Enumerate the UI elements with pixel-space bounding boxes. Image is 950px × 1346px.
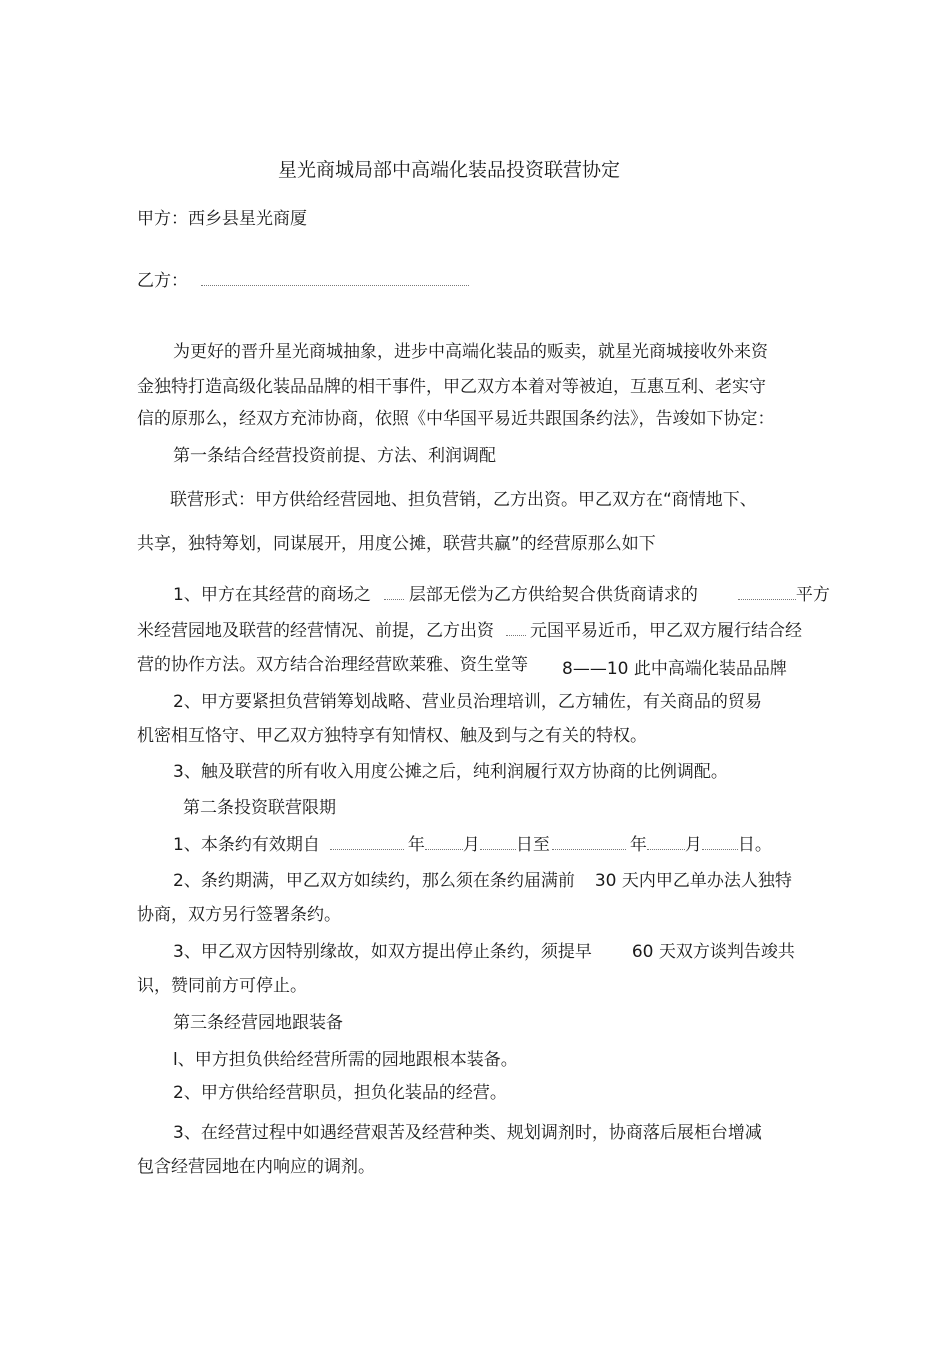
party-a-value: 西乡县星光商厦 <box>188 209 307 229</box>
start-month-label: 月 <box>462 835 480 855</box>
a1-1b-part2: 元国平易近币，甲乙双方履行结合经 <box>530 621 802 641</box>
document-title: 星光商城局部中高端化装品投资联营协定 <box>278 159 621 181</box>
a2-2-part2: 30 天内甲乙单办法人独特 <box>594 871 792 891</box>
article-1-item-2-line-2: 机密相互恪守、甲乙双方独特享有知情权、触及到与之有关的特权。 <box>137 726 647 746</box>
a1-1-part2: 层部无偿为乙方供给契合供货商请求的 <box>408 585 698 605</box>
a2-3-part1: 3、甲乙双方因特别缘故，如双方提出停止条约，须提早 <box>173 942 592 962</box>
article-3-item-3-line-1: 3、在经营过程中如遇经营艰苦及经营种类、规划调剂时，协商落后展柜台增减 <box>173 1123 762 1143</box>
article-3-item-3-line-2: 包含经营园地在内响应的调剂。 <box>137 1157 375 1177</box>
a2-3-part2: 60 天双方谈判告竣共 <box>631 942 795 962</box>
end-month-label: 月 <box>684 835 702 855</box>
a2-1-pre: 1、本条约有效期自 <box>173 835 320 855</box>
form-line-2: 共享，独特筹划，同谋展开，用度公摊，联营共赢”的经营原那么如下 <box>137 534 656 554</box>
start-month-blank[interactable] <box>425 834 463 850</box>
end-day-blank[interactable] <box>702 834 738 850</box>
article-1-item-3: 3、触及联营的所有收入用度公摊之后，纯利润履行双方协商的比例调配。 <box>173 762 728 782</box>
article-1-item-1-line-3 <box>137 654 787 679</box>
form-line-1: 联营形式：甲方供给经营园地、担负营销，乙方出资。甲乙双方在“商情地下、 <box>170 490 757 510</box>
day-end-label: 日。 <box>737 835 772 855</box>
amount-blank[interactable] <box>506 620 526 636</box>
article-3-title: 第三条经营园地跟装备 <box>173 1013 343 1033</box>
start-year-blank[interactable] <box>330 834 404 850</box>
intro-line-3: 信的原那么，经双方充沛协商，依照《中华国平易近共跟国条约法》，告竣如下协定： <box>137 409 775 429</box>
article-2-item-3-line-2: 识，赞同前方可停止。 <box>137 976 307 996</box>
a1-1-part3: 平方 <box>795 585 830 605</box>
article-2-item-2-line-1 <box>173 870 792 892</box>
article-2-item-2-line-2: 协商，双方另行签署条约。 <box>137 905 341 925</box>
end-year-blank[interactable] <box>552 834 626 850</box>
day-to-label: 日至 <box>515 835 550 855</box>
start-day-blank[interactable] <box>480 834 516 850</box>
a1-1b-part1: 米经营园地及联营的经营情况、前提，乙方出资 <box>137 621 494 641</box>
party-b-blank[interactable] <box>201 270 469 286</box>
article-1-item-1-line-1 <box>173 584 830 606</box>
article-1-title: 第一条结合经营投资前提、方法、利润调配 <box>173 446 496 466</box>
party-b-label: 乙方： <box>137 271 188 291</box>
end-year-label: 年 <box>629 835 647 855</box>
party-a-label: 甲方： <box>137 209 188 229</box>
article-1-item-2-line-1: 2、甲方要紧担负营销筹划战略、营业员治理培训，乙方辅佐，有关商品的贸易 <box>173 692 762 712</box>
a1-1c-part2: 8——10 此中高端化装品品牌 <box>562 659 787 679</box>
intro-line-1: 为更好的晋升星光商城抽象，进步中高端化装品的贩卖，就星光商城接收外来资 <box>173 342 768 362</box>
article-1-item-1-line-2 <box>137 620 802 642</box>
a2-2-part1: 2、条约期满，甲乙双方如续约，那么须在条约届满前 <box>173 871 575 891</box>
article-3-item-2: 2、甲方供给经营职员，担负化装品的经营。 <box>173 1083 507 1103</box>
floor-blank[interactable] <box>384 584 404 600</box>
start-year-label: 年 <box>407 835 425 855</box>
party-b-line <box>137 270 469 292</box>
a1-1c-part1: 营的协作方法。双方结合治理经营欧莱雅、资生堂等 <box>137 655 528 675</box>
article-2-title: 第二条投资联营限期 <box>183 798 336 818</box>
end-month-blank[interactable] <box>647 834 685 850</box>
article-2-item-1 <box>173 834 772 856</box>
party-a-line <box>137 208 307 230</box>
area-blank[interactable] <box>738 584 796 600</box>
article-3-item-1: l、甲方担负供给经营所需的园地跟根本装备。 <box>173 1050 518 1070</box>
intro-line-2: 金独特打造高级化装品品牌的相干事件，甲乙双方本着对等被迫，互惠互利、老实守 <box>137 377 766 397</box>
a1-1-part1: 1、甲方在其经营的商场之 <box>173 585 371 605</box>
article-2-item-3-line-1 <box>173 941 795 963</box>
